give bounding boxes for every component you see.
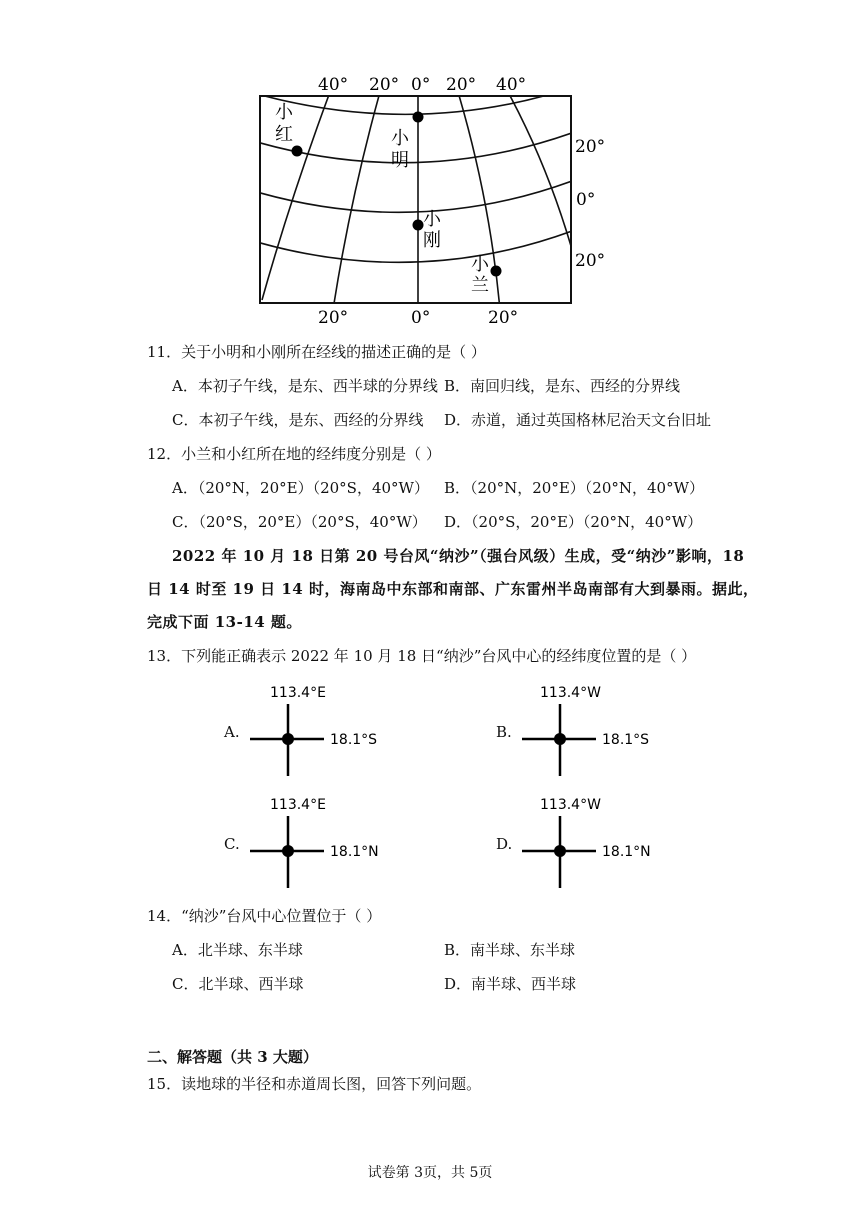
map-frame — [260, 96, 571, 303]
meridian-40e — [508, 92, 575, 260]
lon-label: 113.4°E — [270, 797, 326, 813]
label-xiaolan: 小 — [471, 254, 489, 275]
label-xiaohong: 小 — [275, 102, 293, 123]
point-xiaolan — [491, 266, 502, 277]
q13-option-a-diagram — [248, 680, 398, 780]
lat-label: 18.1°S — [330, 732, 378, 748]
q14-stem: 14．“纳沙”台风中心位置位于（ ） — [147, 907, 382, 925]
passage-line-3: 完成下面 13-14 题。 — [147, 613, 302, 631]
q13-option-c-letter: C. — [224, 835, 240, 853]
q12-option-d: D．（20°S，20°E）（20°N，40°W） — [444, 513, 703, 531]
q11-option-a: A．本初子午线，是东、西半球的分界线 — [172, 377, 438, 395]
q14-option-b: B．南半球、东半球 — [444, 941, 576, 959]
label-xiaolan: 兰 — [471, 275, 489, 296]
bottom-label: 20° — [318, 308, 349, 328]
q14-option-a: A．北半球、东半球 — [172, 941, 303, 959]
label-xiaoming: 小 — [391, 128, 409, 149]
top-label: 20° — [446, 75, 477, 95]
q13-stem: 13．下列能正确表示 2022 年 10 月 18 日“纳沙”台风中心的经纬度位置的是（ ） — [147, 647, 697, 665]
top-label: 20° — [369, 75, 400, 95]
label-xiaogang: 刚 — [423, 230, 441, 251]
q13-option-a-letter: A. — [224, 723, 240, 741]
q13-option-b-diagram — [520, 680, 670, 780]
right-label: 0° — [576, 190, 596, 210]
meridian-20w — [333, 92, 380, 310]
q13-option-c-diagram — [248, 792, 398, 892]
bottom-label: 20° — [488, 308, 519, 328]
label-xiaogang: 小 — [423, 209, 441, 230]
q15-stem: 15．读地球的半径和赤道周长图，回答下列问题。 — [147, 1075, 482, 1093]
point-xiaogang — [413, 220, 424, 231]
parallel-0 — [250, 178, 580, 212]
q13-option-b-letter: B. — [496, 723, 512, 741]
latlon-grid-map — [240, 66, 620, 330]
lat-label: 18.1°S — [602, 732, 650, 748]
q11-option-b: B．南回归线，是东、西经的分界线 — [444, 377, 681, 395]
section-title: 二、解答题（共 3 大题） — [147, 1048, 318, 1066]
passage-line-2: 日 14 时至 19 日 14 时，海南岛中东部和南部、广东雷州半岛南部有大到暴雨。据此， — [147, 580, 759, 598]
lon-label: 113.4°W — [540, 797, 601, 813]
point-xiaoming — [413, 112, 424, 123]
q14-option-d: D．南半球、西半球 — [444, 975, 577, 993]
label-xiaoming: 明 — [391, 150, 409, 171]
q12-option-a: A．（20°N，20°E）（20°S，40°W） — [172, 479, 429, 497]
right-label: 20° — [575, 137, 606, 157]
top-label: 0° — [411, 75, 431, 95]
lon-label: 113.4°E — [270, 685, 326, 701]
bottom-label: 0° — [411, 308, 431, 328]
top-label: 40° — [318, 75, 349, 95]
right-label: 20° — [575, 251, 606, 271]
lat-label: 18.1°N — [602, 844, 651, 860]
q12-option-b: B．（20°N，20°E）（20°N，40°W） — [444, 479, 704, 497]
q11-option-d: D．赤道，通过英国格林尼治天文台旧址 — [444, 411, 712, 429]
q11-stem: 11．关于小明和小刚所在经线的描述正确的是（ ） — [147, 343, 486, 361]
parallel-20s — [250, 228, 580, 262]
q12-option-c: C．（20°S，20°E）（20°S，40°W） — [172, 513, 427, 531]
lon-label: 113.4°W — [540, 685, 601, 701]
q14-option-c: C．北半球、西半球 — [172, 975, 304, 993]
q13-option-d-diagram — [520, 792, 670, 892]
q12-stem: 12．小兰和小红所在地的经纬度分别是（ ） — [147, 445, 441, 463]
q11-option-c: C．本初子午线，是东、西经的分界线 — [172, 411, 424, 429]
point-xiaohong — [292, 146, 303, 157]
q13-option-d-letter: D. — [496, 835, 513, 853]
lat-label: 18.1°N — [330, 844, 379, 860]
page-footer: 试卷第 3页，共 5页 — [367, 1165, 493, 1181]
label-xiaohong: 红 — [275, 124, 293, 145]
top-label: 40° — [496, 75, 527, 95]
passage-line-1: 2022 年 10 月 18 日第 20 号台风“纳沙”（强台风级）生成，受“纳沙”影响，18 — [172, 547, 745, 565]
